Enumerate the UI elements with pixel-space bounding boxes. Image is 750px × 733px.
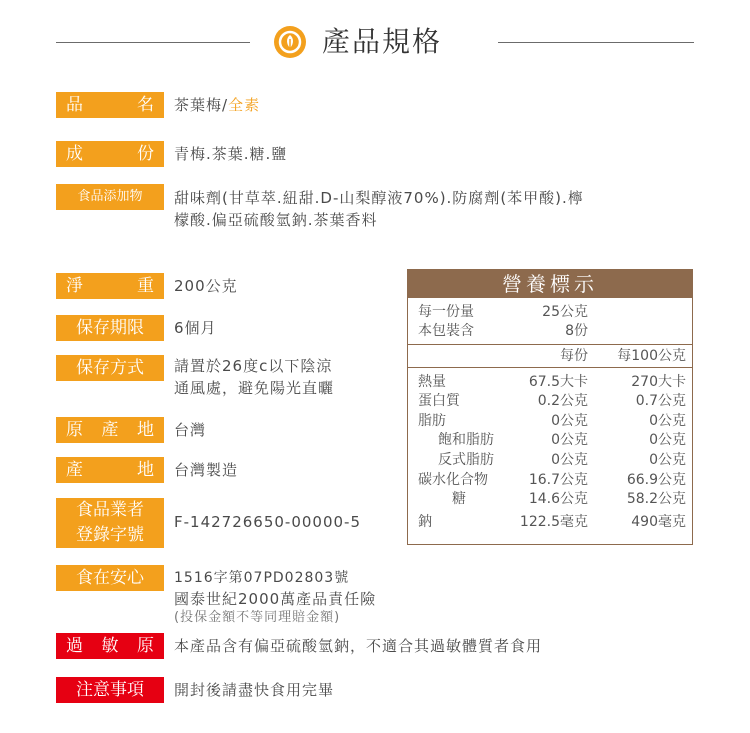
nutrient-row bbox=[408, 411, 692, 431]
name-label: 品 名 bbox=[56, 92, 164, 118]
nutrient-per-100g: 490毫克 bbox=[631, 514, 686, 530]
nutrient-name: 糖 bbox=[452, 491, 466, 507]
nutrient-name: 蛋白質 bbox=[418, 393, 460, 409]
nutrient-per-serving: 0公克 bbox=[551, 432, 588, 448]
header-line-right bbox=[498, 42, 694, 43]
notice-label: 注意事項 bbox=[56, 677, 164, 703]
ingredients-label: 成 份 bbox=[56, 141, 164, 167]
name-text: 茶葉梅/ bbox=[174, 96, 229, 114]
nutrient-name: 脂肪 bbox=[418, 413, 446, 429]
origin-value: 台灣 bbox=[174, 421, 207, 439]
nutrient-per-serving: 0公克 bbox=[551, 413, 588, 429]
nutrient-per-100g: 58.2公克 bbox=[626, 491, 686, 507]
additives-label: 食品添加物 bbox=[56, 184, 164, 210]
col-per-serving: 每份 bbox=[560, 348, 588, 364]
food-safety-line3: (投保金額不等同理賠金額) bbox=[174, 610, 341, 625]
nutrient-name: 反式脂肪 bbox=[438, 452, 494, 468]
nutrient-name: 飽和脂肪 bbox=[438, 432, 494, 448]
col-per-100g: 每100公克 bbox=[617, 348, 686, 364]
serving-size-row bbox=[408, 302, 692, 322]
origin-label: 原 產 地 bbox=[56, 417, 164, 443]
name-highlight: 全素 bbox=[228, 96, 261, 114]
nutrient-per-serving: 122.5毫克 bbox=[519, 514, 588, 530]
nutrient-per-serving: 0公克 bbox=[551, 452, 588, 468]
allergen-label: 過 敏 原 bbox=[56, 633, 164, 659]
servings-row bbox=[408, 321, 692, 341]
leaf-circle-icon bbox=[274, 26, 306, 58]
storage-line1: 請置於26度c以下陰涼 bbox=[174, 357, 333, 375]
nutrient-row bbox=[408, 430, 692, 450]
registration-label-line1: 食品業者 bbox=[76, 500, 144, 520]
nutrient-per-100g: 0.7公克 bbox=[635, 393, 686, 409]
nutrient-name: 鈉 bbox=[418, 514, 432, 530]
registration-label-line2: 登錄字號 bbox=[76, 525, 144, 545]
servings-value: 8份 bbox=[565, 323, 588, 339]
nutrition-divider bbox=[408, 344, 692, 345]
nutrition-column-headers bbox=[408, 346, 692, 366]
nutrient-per-serving: 14.6公克 bbox=[528, 491, 588, 507]
made-in-label: 產 地 bbox=[56, 457, 164, 483]
food-safety-label: 食在安心 bbox=[56, 565, 164, 591]
nutrition-table bbox=[407, 269, 693, 545]
section-header bbox=[0, 22, 750, 62]
nutrient-per-serving: 0.2公克 bbox=[537, 393, 588, 409]
nutrient-per-100g: 0公克 bbox=[649, 432, 686, 448]
page-title: 產品規格 bbox=[322, 25, 443, 58]
additives-line1: 甜味劑(甘草萃.紐甜.D-山梨醇液70%).防腐劑(苯甲酸).檸 bbox=[174, 189, 584, 207]
net-weight-value: 200公克 bbox=[174, 277, 238, 295]
nutrient-name: 熱量 bbox=[418, 374, 446, 390]
nutrient-per-100g: 270大卡 bbox=[631, 374, 686, 390]
registration-label bbox=[56, 498, 164, 548]
storage-line2: 通風處，避免陽光直曬 bbox=[174, 379, 335, 397]
made-in-value: 台灣製造 bbox=[174, 461, 239, 479]
nutrition-title: 營養標示 bbox=[408, 270, 692, 298]
servings-label: 本包裝含 bbox=[418, 323, 474, 339]
nutrition-divider bbox=[408, 367, 692, 368]
storage-label: 保存方式 bbox=[56, 355, 164, 381]
nutrient-name: 碳水化合物 bbox=[418, 472, 488, 488]
nutrient-row bbox=[408, 470, 692, 490]
allergen-value: 本產品含有偏亞硫酸氫鈉，不適合其過敏體質者食用 bbox=[174, 637, 543, 655]
shelf-life-value: 6個月 bbox=[174, 319, 217, 337]
food-safety-line2: 國泰世紀2000萬產品責任險 bbox=[174, 590, 377, 608]
nutrient-per-serving: 16.7公克 bbox=[528, 472, 588, 488]
ingredients-value: 青梅.茶葉.糖.鹽 bbox=[174, 145, 288, 163]
nutrient-row bbox=[408, 489, 692, 509]
shelf-life-label: 保存期限 bbox=[56, 315, 164, 341]
nutrient-per-100g: 66.9公克 bbox=[626, 472, 686, 488]
additives-line2: 檬酸.偏亞硫酸氫鈉.茶葉香料 bbox=[174, 211, 378, 229]
header-line-left bbox=[56, 42, 250, 43]
nutrient-per-100g: 0公克 bbox=[649, 413, 686, 429]
name-value bbox=[174, 94, 260, 116]
nutrient-row bbox=[408, 372, 692, 392]
serving-size-value: 25公克 bbox=[542, 304, 588, 320]
net-weight-label: 淨 重 bbox=[56, 273, 164, 299]
nutrient-per-100g: 0公克 bbox=[649, 452, 686, 468]
nutrient-row bbox=[408, 391, 692, 411]
nutrient-row bbox=[408, 512, 692, 532]
registration-value: F-142726650-00000-5 bbox=[174, 513, 362, 531]
nutrient-row bbox=[408, 450, 692, 470]
notice-value: 開封後請盡快食用完畢 bbox=[174, 681, 335, 699]
serving-size-label: 每一份量 bbox=[418, 304, 474, 320]
food-safety-line1: 1516字第07PD02803號 bbox=[174, 570, 350, 586]
nutrient-per-serving: 67.5大卡 bbox=[528, 374, 588, 390]
